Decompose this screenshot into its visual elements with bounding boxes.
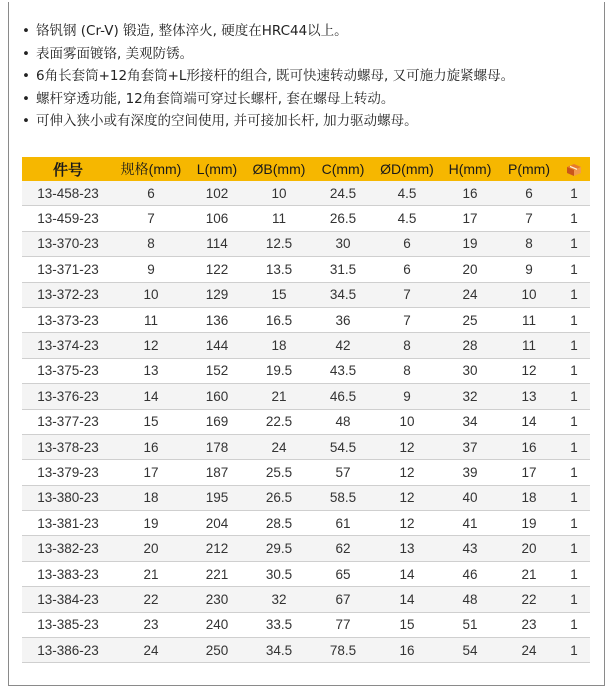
- table-row: [22, 612, 590, 637]
- table-cell: 23: [114, 612, 188, 637]
- table-header-row: [22, 157, 590, 181]
- table-cell: 42: [312, 333, 374, 358]
- table-cell: 22: [114, 587, 188, 612]
- table-cell: 240: [188, 612, 246, 637]
- table-cell: 62: [312, 536, 374, 561]
- table-row: [22, 206, 590, 231]
- table-cell: 6: [374, 257, 440, 282]
- table-cell: 160: [188, 384, 246, 409]
- table-cell: 13-382-23: [22, 536, 114, 561]
- bullet-dot: •: [22, 23, 30, 39]
- table-cell: 1: [558, 460, 590, 485]
- table-cell: 58.5: [312, 485, 374, 510]
- table-cell: 24.5: [312, 181, 374, 206]
- table-cell: 25: [440, 307, 500, 332]
- table-cell: 57: [312, 460, 374, 485]
- table-cell: 16: [500, 434, 558, 459]
- table-row: [22, 511, 590, 536]
- table-cell: 54.5: [312, 434, 374, 459]
- table-cell: 13-383-23: [22, 561, 114, 586]
- table-cell: 46: [440, 561, 500, 586]
- table-cell: 12: [374, 434, 440, 459]
- table-cell: 28.5: [246, 511, 312, 536]
- feature-item: • 铬钒钢 (Cr-V) 锻造, 整体淬火, 硬度在HRC44以上。: [22, 20, 602, 43]
- feature-list: [22, 20, 602, 133]
- table-cell: 4.5: [374, 206, 440, 231]
- table-cell: 12: [500, 358, 558, 383]
- table-cell: 114: [188, 231, 246, 256]
- table-cell: 11: [500, 333, 558, 358]
- table-cell: 16: [374, 638, 440, 663]
- table-cell: 32: [440, 384, 500, 409]
- table-cell: 1: [558, 587, 590, 612]
- table-cell: 24: [500, 638, 558, 663]
- table-cell: 10: [246, 181, 312, 206]
- table-cell: 13-384-23: [22, 587, 114, 612]
- table-row: [22, 434, 590, 459]
- table-cell: 34: [440, 409, 500, 434]
- col-header-b: ØB(mm): [246, 157, 312, 181]
- table-cell: 15: [246, 282, 312, 307]
- table-cell: 1: [558, 536, 590, 561]
- table-cell: 13: [374, 536, 440, 561]
- table-cell: 1: [558, 561, 590, 586]
- feature-item: • 表面雾面镀铬, 美观防锈。: [22, 43, 602, 66]
- bullet-dot: •: [22, 90, 30, 107]
- table-cell: 129: [188, 282, 246, 307]
- table-cell: 13-374-23: [22, 333, 114, 358]
- table-cell: 1: [558, 307, 590, 332]
- table-cell: 13-377-23: [22, 409, 114, 434]
- table-cell: 13-373-23: [22, 307, 114, 332]
- table-cell: 15: [114, 409, 188, 434]
- table-cell: 30: [440, 358, 500, 383]
- spec-table: [22, 157, 590, 663]
- table-cell: 20: [440, 257, 500, 282]
- col-header-qty: [558, 157, 590, 181]
- table-cell: 41: [440, 511, 500, 536]
- table-cell: 204: [188, 511, 246, 536]
- table-cell: 13: [114, 358, 188, 383]
- table-cell: 30: [312, 231, 374, 256]
- table-cell: 230: [188, 587, 246, 612]
- table-row: [22, 257, 590, 282]
- table-cell: 8: [500, 231, 558, 256]
- col-header-h: H(mm): [440, 157, 500, 181]
- table-cell: 7: [114, 206, 188, 231]
- table-cell: 1: [558, 511, 590, 536]
- table-cell: 28: [440, 333, 500, 358]
- table-cell: 23: [500, 612, 558, 637]
- table-cell: 13-385-23: [22, 612, 114, 637]
- table-cell: 24: [440, 282, 500, 307]
- table-cell: 144: [188, 333, 246, 358]
- table-cell: 8: [374, 333, 440, 358]
- table-cell: 9: [374, 384, 440, 409]
- table-cell: 21: [246, 384, 312, 409]
- table-cell: 46.5: [312, 384, 374, 409]
- table-cell: 7: [374, 282, 440, 307]
- bullet-dot: •: [22, 45, 30, 62]
- table-cell: 11: [246, 206, 312, 231]
- table-cell: 20: [500, 536, 558, 561]
- table-cell: 1: [558, 282, 590, 307]
- table-cell: 1: [558, 181, 590, 206]
- table-cell: 1: [558, 638, 590, 663]
- table-body: [22, 181, 590, 663]
- table-cell: 18: [114, 485, 188, 510]
- table-cell: 67: [312, 587, 374, 612]
- table-cell: 7: [500, 206, 558, 231]
- table-cell: 1: [558, 257, 590, 282]
- table-cell: 13-459-23: [22, 206, 114, 231]
- table-cell: 14: [374, 587, 440, 612]
- table-cell: 1: [558, 206, 590, 231]
- table-row: [22, 561, 590, 586]
- table-cell: 1: [558, 485, 590, 510]
- table-cell: 1: [558, 231, 590, 256]
- table-cell: 24: [246, 434, 312, 459]
- feature-item: • 螺杆穿透功能, 12角套筒端可穿过长螺杆, 套在螺母上转动。: [22, 88, 602, 111]
- table-cell: 9: [114, 257, 188, 282]
- table-cell: 250: [188, 638, 246, 663]
- table-cell: 169: [188, 409, 246, 434]
- table-cell: 187: [188, 460, 246, 485]
- table-cell: 12: [374, 460, 440, 485]
- table-cell: 15: [374, 612, 440, 637]
- table-cell: 4.5: [374, 181, 440, 206]
- table-cell: 36: [312, 307, 374, 332]
- table-cell: 13-378-23: [22, 434, 114, 459]
- table-cell: 40: [440, 485, 500, 510]
- table-cell: 19: [440, 231, 500, 256]
- table-row: [22, 384, 590, 409]
- table-cell: 102: [188, 181, 246, 206]
- table-cell: 1: [558, 358, 590, 383]
- table-cell: 78.5: [312, 638, 374, 663]
- table-cell: 11: [500, 307, 558, 332]
- table-row: [22, 231, 590, 256]
- table-cell: 19.5: [246, 358, 312, 383]
- table-cell: 37: [440, 434, 500, 459]
- bullet-dot: •: [22, 113, 30, 129]
- table-cell: 136: [188, 307, 246, 332]
- table-row: [22, 282, 590, 307]
- table-cell: 14: [500, 409, 558, 434]
- table-row: [22, 536, 590, 561]
- table-cell: 17: [500, 460, 558, 485]
- table-cell: 221: [188, 561, 246, 586]
- table-cell: 10: [500, 282, 558, 307]
- table-cell: 25.5: [246, 460, 312, 485]
- table-cell: 48: [440, 587, 500, 612]
- table-cell: 1: [558, 612, 590, 637]
- table-cell: 12: [374, 485, 440, 510]
- table-cell: 11: [114, 307, 188, 332]
- table-cell: 13-375-23: [22, 358, 114, 383]
- table-cell: 32: [246, 587, 312, 612]
- table-cell: 6: [114, 181, 188, 206]
- table-cell: 48: [312, 409, 374, 434]
- table-cell: 65: [312, 561, 374, 586]
- table-cell: 12: [114, 333, 188, 358]
- table-cell: 13-380-23: [22, 485, 114, 510]
- table-cell: 12: [374, 511, 440, 536]
- table-cell: 106: [188, 206, 246, 231]
- table-cell: 14: [114, 384, 188, 409]
- table-cell: 13: [500, 384, 558, 409]
- table-cell: 22: [500, 587, 558, 612]
- table-row: [22, 460, 590, 485]
- table-cell: 13-381-23: [22, 511, 114, 536]
- table-row: [22, 409, 590, 434]
- table-cell: 1: [558, 409, 590, 434]
- table-cell: 21: [500, 561, 558, 586]
- table-row: [22, 181, 590, 206]
- table-cell: 10: [374, 409, 440, 434]
- table-cell: 9: [500, 257, 558, 282]
- table-cell: 18: [500, 485, 558, 510]
- table-cell: 13-370-23: [22, 231, 114, 256]
- table-cell: 6: [500, 181, 558, 206]
- table-cell: 16.5: [246, 307, 312, 332]
- table-cell: 152: [188, 358, 246, 383]
- table-cell: 13-371-23: [22, 257, 114, 282]
- table-cell: 13-379-23: [22, 460, 114, 485]
- table-cell: 13-386-23: [22, 638, 114, 663]
- table-cell: 13-372-23: [22, 282, 114, 307]
- table-cell: 195: [188, 485, 246, 510]
- table-cell: 43.5: [312, 358, 374, 383]
- table-cell: 34.5: [246, 638, 312, 663]
- table-cell: 39: [440, 460, 500, 485]
- table-cell: 43: [440, 536, 500, 561]
- table-cell: 20: [114, 536, 188, 561]
- table-row: [22, 358, 590, 383]
- col-header-p: P(mm): [500, 157, 558, 181]
- table-cell: 8: [114, 231, 188, 256]
- feature-item: • 6角长套筒+12角套筒+L形接杆的组合, 既可快速转动螺母, 又可施力旋紧螺母。: [22, 65, 602, 88]
- table-row: [22, 307, 590, 332]
- table-cell: 26.5: [246, 485, 312, 510]
- col-header-l: L(mm): [188, 157, 246, 181]
- table-cell: 19: [500, 511, 558, 536]
- table-cell: 10: [114, 282, 188, 307]
- table-cell: 31.5: [312, 257, 374, 282]
- table-cell: 61: [312, 511, 374, 536]
- table-cell: 7: [374, 307, 440, 332]
- package-box-icon: [566, 163, 582, 177]
- table-cell: 54: [440, 638, 500, 663]
- table-cell: 13.5: [246, 257, 312, 282]
- table-cell: 24: [114, 638, 188, 663]
- table-cell: 6: [374, 231, 440, 256]
- col-header-d: ØD(mm): [374, 157, 440, 181]
- table-cell: 21: [114, 561, 188, 586]
- table-cell: 16: [114, 434, 188, 459]
- table-cell: 19: [114, 511, 188, 536]
- table-cell: 26.5: [312, 206, 374, 231]
- table-cell: 17: [440, 206, 500, 231]
- table-row: [22, 333, 590, 358]
- table-cell: 212: [188, 536, 246, 561]
- table-cell: 22.5: [246, 409, 312, 434]
- table-cell: 17: [114, 460, 188, 485]
- table-cell: 77: [312, 612, 374, 637]
- table-cell: 51: [440, 612, 500, 637]
- table-cell: 30.5: [246, 561, 312, 586]
- table-cell: 122: [188, 257, 246, 282]
- table-cell: 34.5: [312, 282, 374, 307]
- table-cell: 14: [374, 561, 440, 586]
- table-cell: 178: [188, 434, 246, 459]
- table-cell: 33.5: [246, 612, 312, 637]
- table-cell: 13-376-23: [22, 384, 114, 409]
- table-cell: 29.5: [246, 536, 312, 561]
- table-cell: 1: [558, 333, 590, 358]
- table-row: [22, 587, 590, 612]
- table-cell: 12.5: [246, 231, 312, 256]
- table-cell: 1: [558, 384, 590, 409]
- col-header-size: 规格(mm): [114, 157, 188, 181]
- table-cell: 13-458-23: [22, 181, 114, 206]
- col-header-c: C(mm): [312, 157, 374, 181]
- col-header-part-no: 件号: [22, 157, 114, 181]
- table-row: [22, 638, 590, 663]
- table-cell: 8: [374, 358, 440, 383]
- table-cell: 18: [246, 333, 312, 358]
- table-row: [22, 485, 590, 510]
- table-cell: 16: [440, 181, 500, 206]
- table-cell: 1: [558, 434, 590, 459]
- bullet-dot: •: [22, 68, 30, 84]
- feature-item: • 可伸入狭小或有深度的空间使用, 并可接加长杆, 加力驱动螺母。: [22, 110, 602, 133]
